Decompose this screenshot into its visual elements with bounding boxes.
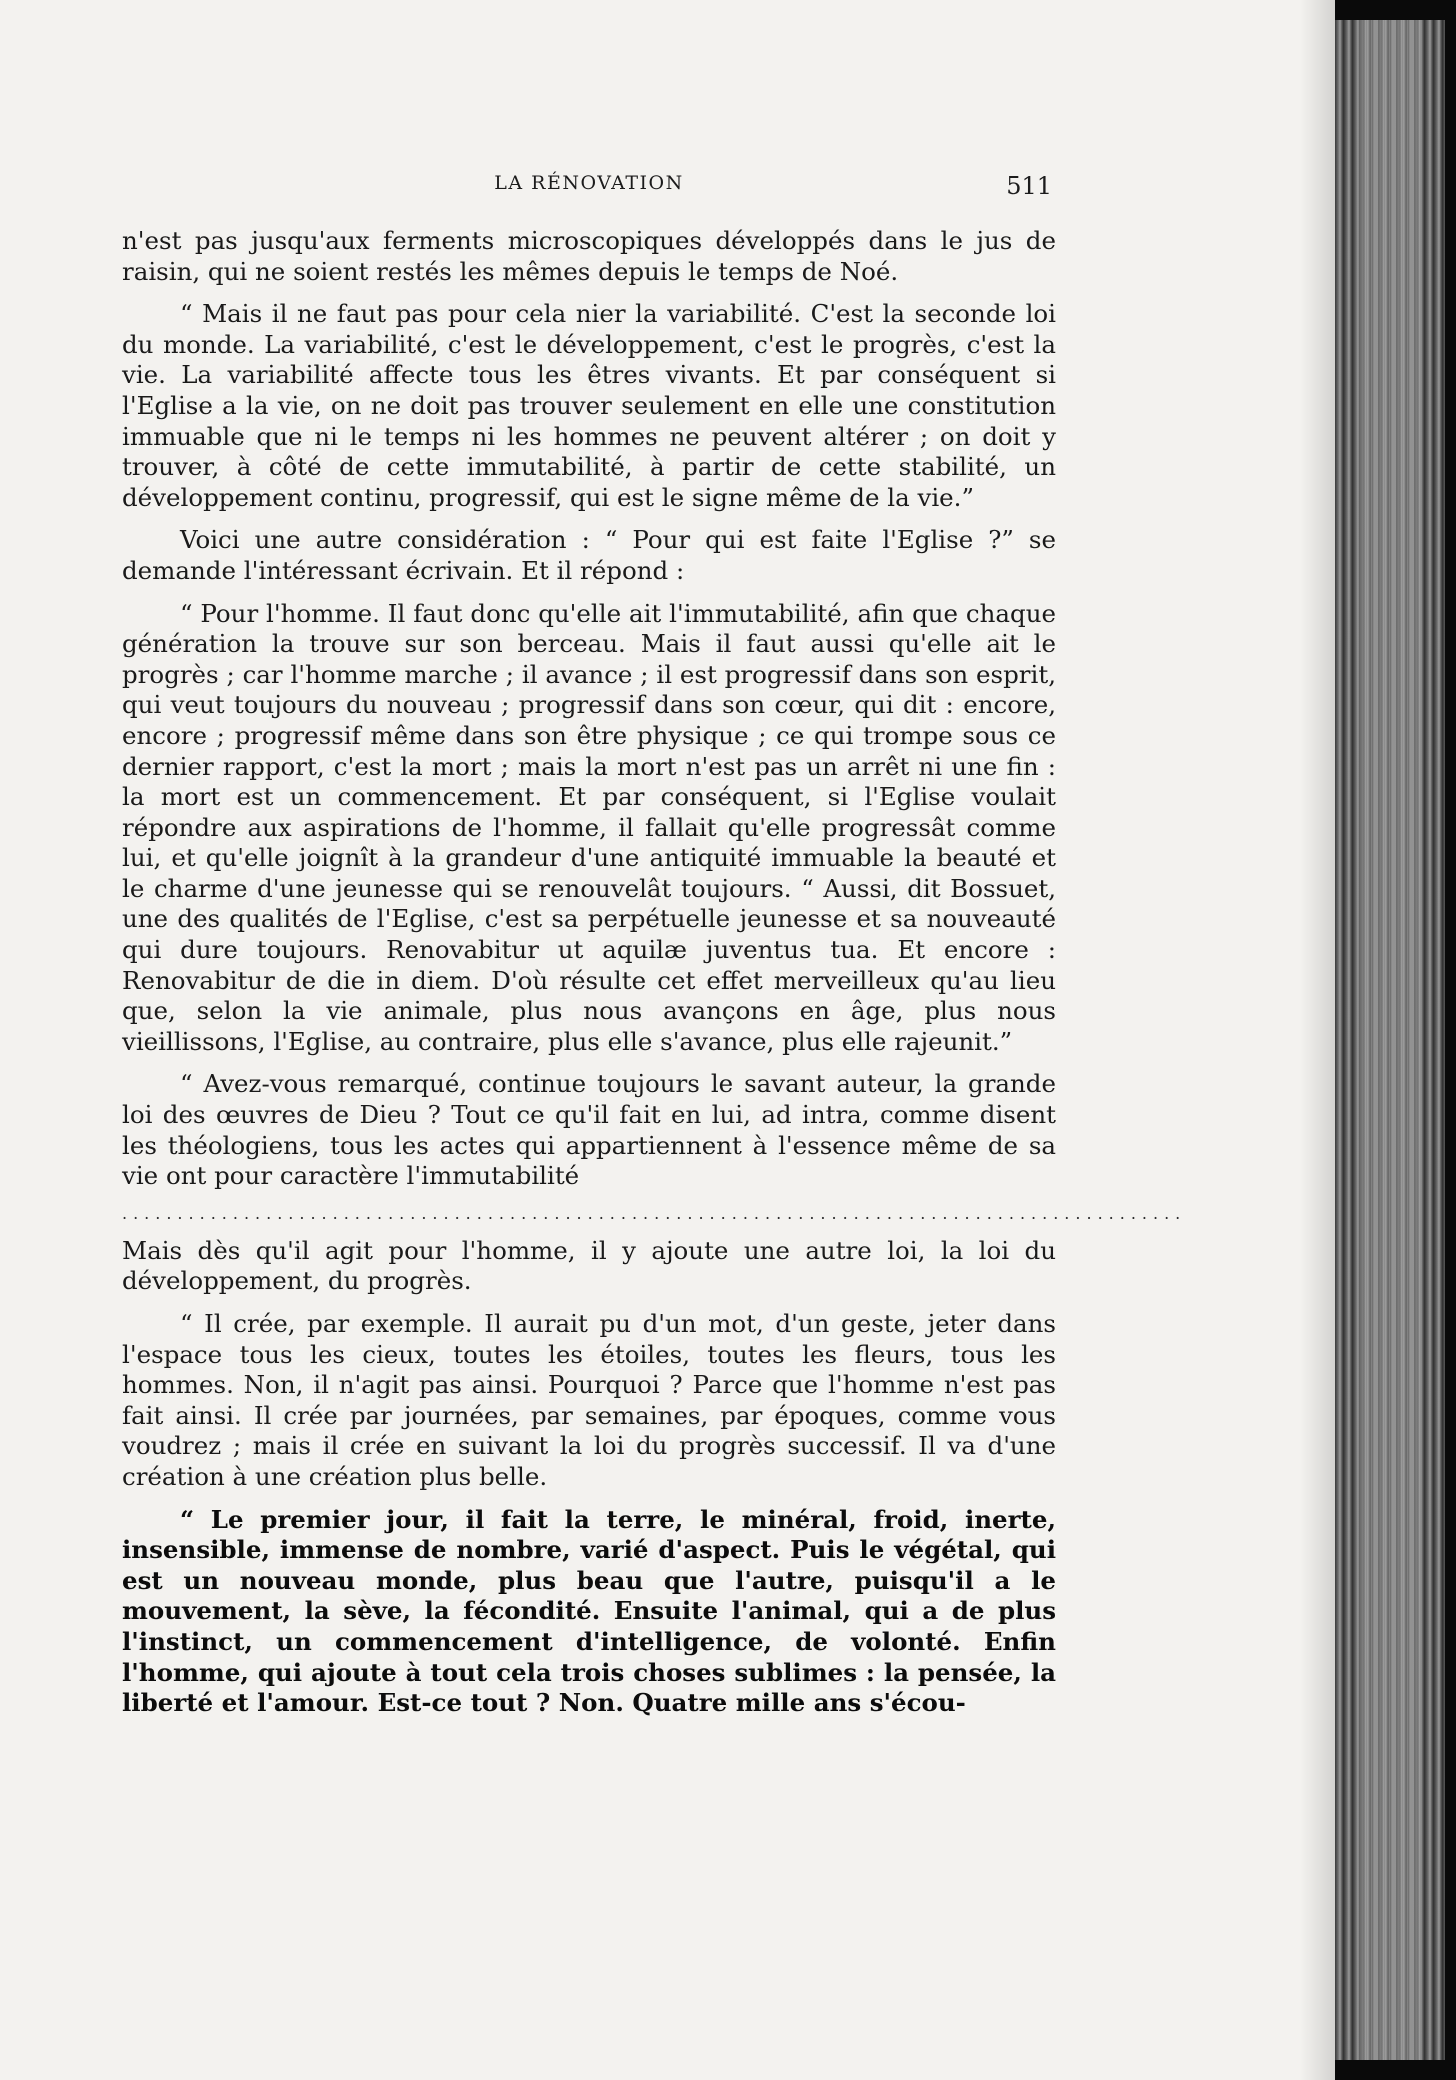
ellipsis-separator: ................................................................................................ [122,1203,1187,1223]
page-header [122,168,1056,208]
running-head: LA RÉNOVATION [494,172,684,194]
paragraph-7: “ Il crée, par exemple. Il aurait pu d'un mot, d'un geste, jeter dans l'espace tous les cieux, toutes les étoiles, toutes les fleurs, tous les hommes. Non, il n'agit pas ainsi. Pourquoi ? Parce que l'homme n'est pas fait ainsi. Il crée par journées, par semaines, par époques, comme vous voudrez ; mais il crée en suivant la loi du progrès successif. Il va d'une création à une création plus belle. [122,1309,1056,1491]
paragraph-1: n'est pas jusqu'aux ferments microscopiques développés dans le jus de raisin, qui ne soient restés les mêmes depuis le temps de Noé. [122,226,1056,286]
book-page-edges-highlight [1360,20,1420,2060]
paragraph-4: “ Pour l'homme. Il faut donc qu'elle ait l'immutabilité, afin que chaque génération la trouve sur son berceau. Mais il faut aussi qu'elle ait le progrès ; car l'homme marche ; il avance ; il est progressif dans son esprit, qui veut toujours du nouveau ; progressif dans son cœur, qui dit : encore, encore ; progressif même dans son être physique ; ce qui trompe sous ce dernier rapport, c'est la mort ; mais la mort n'est pas un arrêt ni une fin : la mort est un commencement. Et par conséquent, si l'Eglise voulait répondre aux aspirations de l'homme, il fallait qu'elle progressât comme lui, et qu'elle joignît à la grandeur d'une antiquité immuable la beauté et le charme d'une jeunesse qui se renouvelât toujours. “ Aussi, dit Bossuet, une des qualités de l'Eglise, c'est sa perpétuelle jeunesse et sa nouveauté qui dure toujours. Renovabitur ut aquilæ juventus tua. Et encore : Renovabitur de die in diem. D'où résulte cet effet merveilleux qu'au lieu que, selon la vie animale, plus nous avançons en âge, plus nous vieillissons, l'Eglise, au contraire, plus elle s'avance, plus elle rajeunit.” [122,598,1056,1056]
paragraph-3: Voici une autre considération : “ Pour qui est faite l'Eglise ?” se demande l'intéressant écrivain. Et il répond : [122,525,1056,585]
paragraph-8: “ Le premier jour, il fait la terre, le minéral, froid, inerte, insensible, immense de nombre, varié d'aspect. Puis le végétal, qui est un nouveau monde, plus beau que l'autre, puisqu'il a le mouvement, la sève, la fécondité. Ensuite l'animal, qui a de plus l'instinct, un commencement d'intelligence, de volonté. Enfin l'homme, qui ajoute à tout cela trois choses sublimes : la pensée, la liberté et l'amour. Est-ce tout ? Non. Quatre mille ans s'écou- [122,1504,1056,1718]
paragraph-6: Mais dès qu'il agit pour l'homme, il y ajoute une autre loi, la loi du développement, du progrès. [122,1235,1056,1296]
paragraph-2: “ Mais il ne faut pas pour cela nier la variabilité. C'est la seconde loi du monde. La variabilité, c'est le développement, c'est le progrès, c'est la vie. La variabilité affecte tous les êtres vivants. Et par conséquent si l'Eglise a la vie, on ne doit pas trouver seulement en elle une constitution immuable que ni le temps ni les hommes ne peuvent altérer ; on doit y trouver, à côté de cette immutabilité, à partir de cette stabilité, un développement continu, progressif, qui est le signe même de la vie.” [122,299,1056,512]
paragraph-5: “ Avez-vous remarqué, continue toujours le savant auteur, la grande loi des œuvres de Dieu ? Tout ce qu'il fait en lui, ad intra, comme disent les théologiens, tous les actes qui appartiennent à l'essence même de sa vie ont pour caractère l'immutabilité [122,1069,1056,1191]
body-text [122,226,1187,1731]
page-number: 511 [1006,172,1052,200]
page-gutter-shadow [1300,0,1340,2080]
